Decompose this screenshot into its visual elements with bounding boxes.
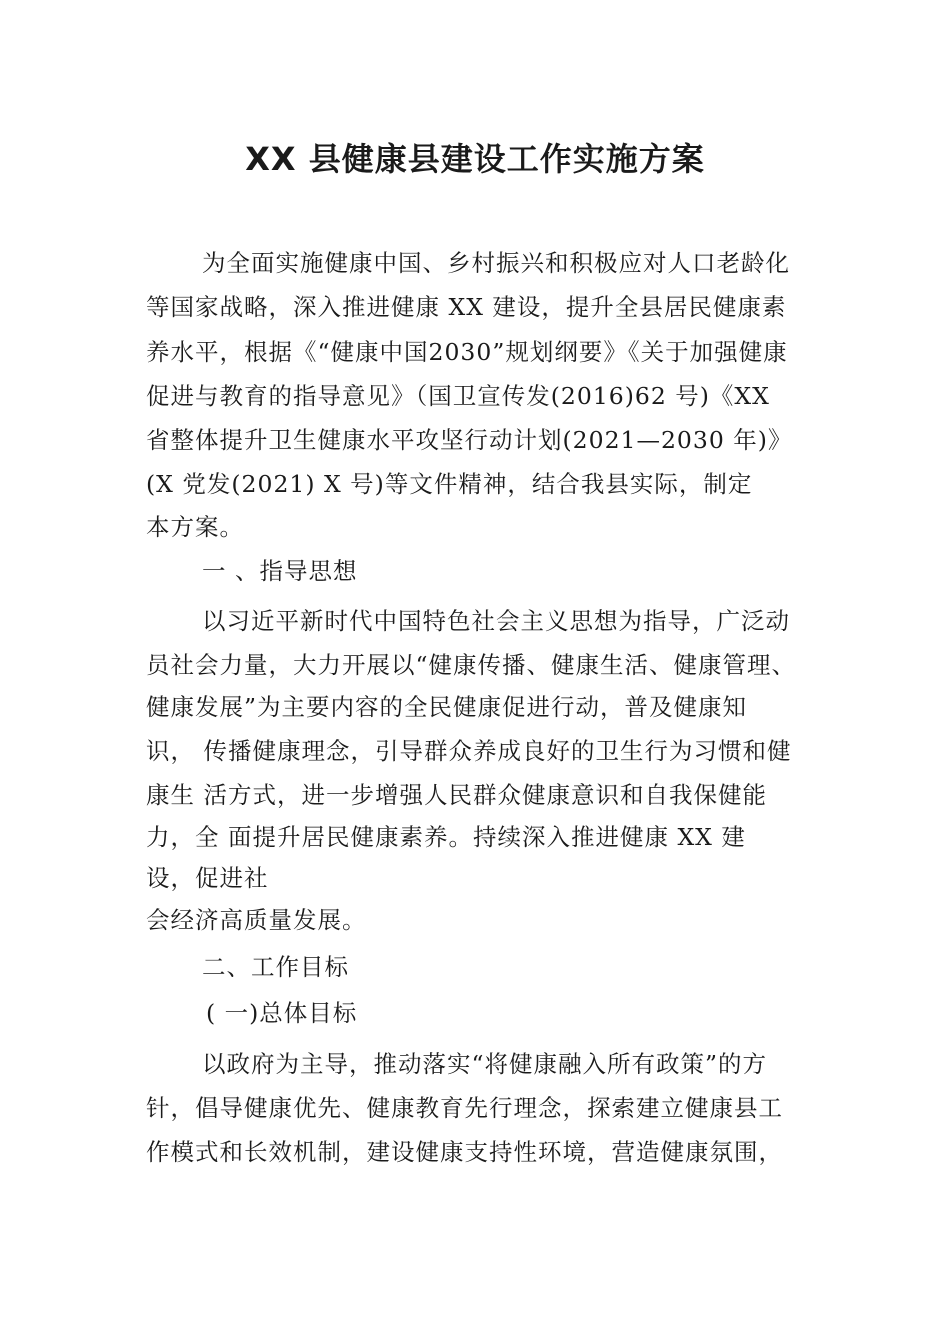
- section-heading: 二、工作目标: [202, 953, 349, 981]
- paragraph-line: 促进与教育的指导意见》（国卫宣传发(2016)62 号)《XX: [146, 382, 770, 410]
- paragraph-line: 设，促进社: [146, 864, 269, 892]
- paragraph-line: 员社会力量，大力开展以“健康传播、健康生活、健康管理、: [146, 651, 797, 679]
- subsection-heading: ( 一)总体目标: [206, 999, 358, 1027]
- paragraph-line: 作模式和长效机制，建设健康支持性环境，营造健康氛围，: [146, 1138, 783, 1166]
- paragraph-line: 康生 活方式，进一步增强人民群众健康意识和自我保健能: [146, 781, 767, 809]
- paragraph-line: 识， 传播健康理念，引导群众养成良好的卫生行为习惯和健: [146, 737, 792, 765]
- paragraph-line: 健康发展”为主要内容的全民健康促进行动，普及健康知: [146, 693, 748, 721]
- paragraph-line: 等国家战略，深入推进健康 XX 建设，提升全县居民健康素: [146, 293, 787, 321]
- paragraph-line: 力，全 面提升居民健康素养。持续深入推进健康 XX 建: [146, 823, 746, 851]
- paragraph-line: 会经济高质量发展。: [146, 906, 367, 934]
- paragraph-line: 以政府为主导，推动落实“将健康融入所有政策”的方: [202, 1050, 768, 1078]
- paragraph-line: 为全面实施健康中国、乡村振兴和积极应对人口老龄化: [202, 249, 790, 277]
- paragraph-line: 省整体提升卫生健康水平攻坚行动计划(2021—2030 年)》: [146, 426, 793, 454]
- section-heading: 一 、指导思想: [202, 557, 358, 585]
- paragraph-line: 本方案。: [146, 513, 244, 541]
- paragraph-line: 针，倡导健康优先、健康教育先行理念，探索建立健康县工: [146, 1094, 783, 1122]
- document-title: XX 县健康县建设工作实施方案: [245, 140, 705, 178]
- paragraph-line: 以习近平新时代中国特色社会主义思想为指导，广泛动: [202, 607, 790, 635]
- paragraph-line: (X 党发(2021) X 号)等文件精神，结合我县实际，制定: [146, 470, 753, 498]
- paragraph-line: 养水平，根据《“健康中国2030”规划纲要》《关于加强健康: [146, 338, 788, 366]
